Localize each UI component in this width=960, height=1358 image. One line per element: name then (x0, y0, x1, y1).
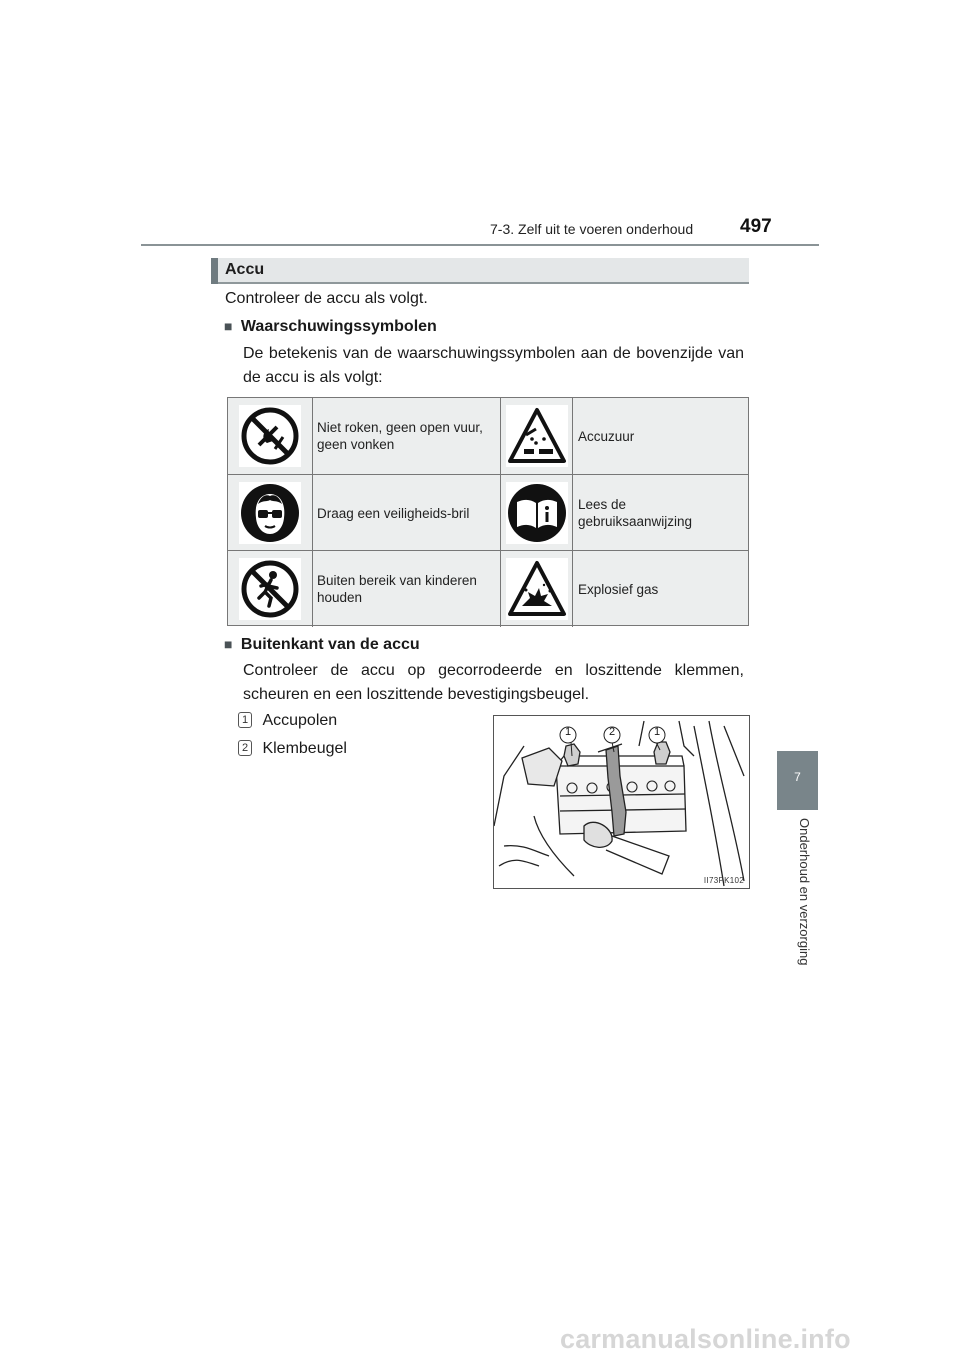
warning-symbols-body: De betekenis van de waarschuwingssymbolen aan de bovenzijde van de accu is als volgt: (243, 345, 744, 386)
figure-label: 1 (564, 726, 572, 738)
subheading-text: Buitenkant van de accu (240, 636, 420, 653)
section-heading-marker (211, 258, 218, 284)
figure-code: II73PK102 (703, 876, 744, 885)
callout-number: 2 (238, 740, 252, 756)
battery-acid-icon (506, 405, 568, 467)
table-cell-text: Explosief gas (578, 581, 659, 597)
subheading-battery-exterior (224, 632, 420, 657)
table-cell-icon (501, 398, 573, 474)
table-cell-icon (228, 398, 313, 474)
bullet-square-icon: ■ (224, 318, 233, 334)
callout-number: 1 (238, 712, 252, 728)
subheading-text: Waarschuwingssymbolen (240, 318, 437, 335)
subheading-warning-symbols (224, 314, 437, 339)
table-cell-icon (228, 551, 313, 627)
figure-label: 1 (653, 726, 661, 738)
watermark: carmanualsonline.info (560, 1324, 851, 1354)
table-cell-text: Niet roken, geen open vuur, geen vonken (313, 398, 501, 474)
page-number: 497 (740, 216, 772, 237)
section-heading-band (211, 258, 749, 284)
header-rule (141, 244, 819, 246)
safety-goggles-icon (239, 482, 301, 544)
table-cell-text: Buiten bereik van kinderen houden (313, 551, 501, 627)
read-manual-icon (506, 482, 568, 544)
table-cell-text: Draag een veiligheids-bril (313, 475, 501, 551)
table-cell-text: Accuzuur (578, 428, 635, 444)
callout-item (238, 737, 347, 761)
warning-symbols-table (227, 397, 749, 626)
callout-item (238, 709, 337, 733)
battery-exterior-body: Controleer de accu op gecorrodeerde en loszittende klemmen, scheuren en een loszittende bevestigingsbeugel. (243, 662, 744, 703)
chapter-tab-label: Onderhoud en verzorging (797, 818, 812, 966)
keep-away-children-icon (239, 558, 301, 620)
explosive-gas-icon (506, 558, 568, 620)
section-title: Accu (225, 261, 265, 278)
table-cell-icon (501, 551, 573, 627)
table-cell-icon (228, 475, 313, 551)
table-row (228, 474, 748, 551)
table-row (228, 550, 748, 627)
bullet-square-icon: ■ (224, 636, 233, 652)
figure-label: 2 (608, 726, 616, 738)
table-row (228, 398, 748, 474)
battery-illustration (494, 716, 749, 888)
table-cell-text: Lees de gebruiksaanwijzing (578, 497, 693, 529)
battery-figure (493, 715, 750, 889)
callout-label: Accupolen (262, 712, 338, 729)
callout-label: Klembeugel (262, 740, 347, 757)
no-smoking-no-fire-icon (239, 405, 301, 467)
chapter-tab-number: 7 (794, 770, 801, 784)
header-section-title: 7-3. Zelf uit te voeren onderhoud (490, 221, 694, 237)
table-cell-icon (501, 475, 573, 551)
section-intro: Controleer de accu als volgt. (225, 290, 428, 307)
